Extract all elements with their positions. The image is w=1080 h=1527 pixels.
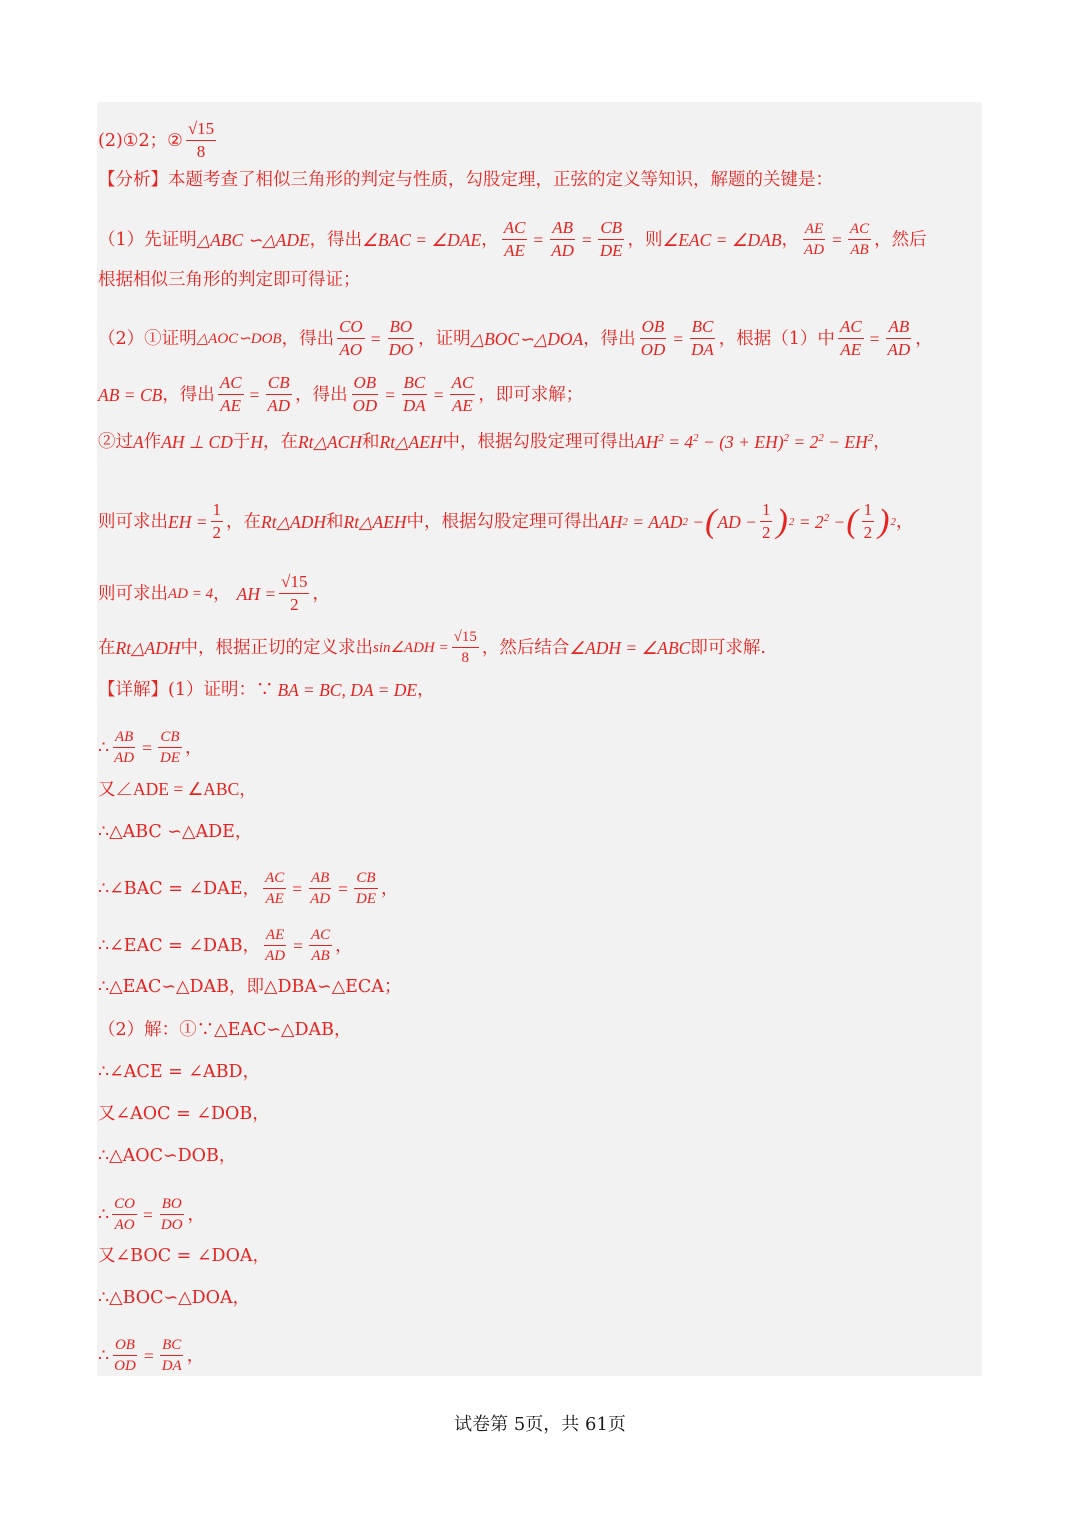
solution-step-ratio-2: ∴ $\frac{OB}{OD}$ = $\frac{BC}{DA}$ ， (98, 1337, 205, 1374)
solution-step-angle: ∴∠ACE = ∠ABD， (98, 1062, 261, 1082)
fraction-sqrt15-over-8: $\frac{√15}{8}$ (187, 119, 215, 161)
fraction: $\frac{AC}{AE}$ (839, 317, 862, 359)
fraction: $\frac{AB}{AD}$ (310, 870, 331, 907)
fraction: $\frac{AE}{AD}$ (265, 927, 286, 964)
analysis-step-4: 在 Rt△ADH 中，根据正切的定义求出 sin∠ADH = $\frac{√15}{8}$ ，然后结合 ∠ADH = ∠ABC 即可求解. (98, 629, 766, 666)
fraction: $\frac{BC}{DA}$ (691, 317, 714, 359)
analysis-step-3-result: 则可求出 AD = 4 ， AH = $\frac{√15}{2}$ ， (98, 572, 330, 614)
fraction: $\frac{CO}{AO}$ (339, 317, 363, 359)
fraction-sqrt15-over-8: $\frac{√15}{8}$ (453, 629, 477, 666)
analysis-step-3: ②过 A 作 AH ⊥ CD 于 H ，在 Rt△ACH 和 Rt△AEH 中，根据勾股定理可得出 $AH^2 = 4^2 - (3 + EH)^2 = 2^2 - EH^2$ ， (98, 429, 982, 455)
solution-step-angle-2: 又∠AOC = ∠DOB， (98, 1104, 270, 1124)
analysis-step-2-cont: AB = CB ，得出 $\frac{AC}{AE}$ = $\frac{CB}{AD}$ ，得出 $\frac{OB}{OD}$ = $\frac{BC}{DA}$ = $\frac{AC}{AE}$ ，即可求解； (98, 373, 584, 415)
equation-ah-squared-2: AH 2 = AAD 2 − ( AD − $\frac{1}{2}$ ) 2 = $2^2$ − ( $\frac{1}{2}$ ) 2 (599, 500, 896, 542)
solution-step-similar: ∴△AOC∽DOB， (98, 1146, 237, 1166)
fraction: $\frac{AB}{AD}$ (114, 729, 135, 766)
fraction: $\frac{AC}{AE}$ (503, 218, 526, 260)
proof-step-ratio-3: ∴∠EAC = ∠DAB， $\frac{AE}{AD}$ = $\frac{AC}{AB}$ ， (98, 927, 353, 964)
analysis-step-3-cont: 则可求出 EH = $\frac{1}{2}$ ，在 Rt△ADH 和 Rt△AEH 中，根据勾股定理可得出 AH 2 = AAD 2 − ( AD − $\frac{1}{2}$ ) 2 = $2^2$ − ( $\frac{1}{2}$ ) 2 ， (98, 500, 914, 542)
fraction: $\frac{BO}{DO}$ (388, 317, 414, 359)
solution-step-similar-2: ∴△BOC∽△DOA， (98, 1288, 251, 1308)
fraction: $\frac{BC}{DA}$ (161, 1337, 182, 1374)
proof-step-angle: 又∠ADE = ∠ABC， (98, 779, 257, 799)
proof-step-conclusion: ∴△EAC∽△DAB，即△DBA∽△ECA； (98, 977, 402, 997)
proof-step-ratio-2: ∴∠BAC = ∠DAE， $\frac{AC}{AE}$ = $\frac{AB}{AD}$ = $\frac{CB}{DE}$ ， (98, 870, 399, 907)
answer-header (98, 118, 982, 163)
fraction: $\frac{AB}{AD}$ (551, 218, 574, 260)
analysis-step-2: （2）①证明 △AOC∽DOB ，得出 $\frac{CO}{AO}$ = $\frac{BO}{DO}$ ，证明 △BOC∽△DOA ，得出 $\frac{OB}{OD}$ = $\frac{BC}{DA}$ ，根据（1）中 $\frac{AC}{AE}$ = $\frac{AB}{AD}$ ， (98, 317, 933, 359)
fraction: $\frac{AC}{AE}$ (219, 373, 242, 415)
analysis-step-1: （1）先证明 △ABC ∽△ADE ，得出 ∠BAC = ∠DAE ， $\frac{AC}{AE}$ = $\frac{AB}{AD}$ = $\frac{CB}{DE}$ ，则 ∠EAC = ∠DAB ， $\frac{AE}{AD}$ = $\frac{AC}{AB}$ ，然后 (98, 218, 927, 260)
fraction: $\frac{OB}{OD}$ (114, 1337, 136, 1374)
fraction: $\frac{AC}{AB}$ (310, 927, 331, 964)
fraction: $\frac{OB}{OD}$ (640, 317, 666, 359)
fraction: $\frac{CB}{DE}$ (356, 870, 377, 907)
solution-part-2: （2）解：①∵△EAC∽△DAB， (98, 1020, 352, 1040)
proof-step-ratio: ∴ $\frac{AB}{AD}$ = $\frac{CB}{DE}$ ， (98, 729, 203, 766)
proof-step-similar: ∴△ABC ∽△ADE， (98, 822, 253, 842)
fraction: $\frac{CO}{AO}$ (114, 1196, 135, 1233)
fraction: $\frac{AC}{AE}$ (451, 373, 474, 415)
page-footer: 试卷第 5页，共 61页 (454, 1414, 626, 1435)
solution-step-angle-3: 又∠BOC = ∠DOA， (98, 1246, 271, 1266)
fraction: $\frac{CB}{DE}$ (160, 729, 181, 766)
analysis-heading: 【分析】本题考查了相似三角形的判定与性质，勾股定理，正弦的定义等知识，解题的关键是： (98, 170, 833, 190)
fraction: $\frac{BC}{DA}$ (403, 373, 426, 415)
fraction: $\frac{OB}{OD}$ (352, 373, 378, 415)
fraction: $\frac{BO}{DO}$ (160, 1196, 183, 1233)
fraction-half: $\frac{1}{2}$ (212, 500, 222, 542)
fraction: $\frac{AC}{AB}$ (849, 221, 870, 258)
fraction: $\frac{AC}{AE}$ (265, 870, 285, 907)
fraction: $\frac{CB}{DE}$ (599, 218, 623, 260)
answer-summary: (2)①2；② (98, 130, 183, 151)
solution-step-ratio: ∴ $\frac{CO}{AO}$ = $\frac{BO}{DO}$ ， (98, 1196, 206, 1233)
detail-heading: 【详解】(1）证明：∵ BA = BC, DA = DE ， (98, 680, 435, 700)
fraction: $\frac{AB}{AD}$ (887, 317, 911, 359)
equation-ah-squared: $AH^2 = 4^2 - (3 + EH)^2 = 2^2 - EH^2$ (635, 432, 874, 452)
fraction: $\frac{CB}{AD}$ (267, 373, 291, 415)
fraction: $\frac{AE}{AD}$ (804, 221, 825, 258)
analysis-step-1-cont: 根据相似三角形的判定即可得证； (98, 270, 361, 290)
fraction-sqrt15-over-2: $\frac{√15}{2}$ (281, 572, 308, 614)
